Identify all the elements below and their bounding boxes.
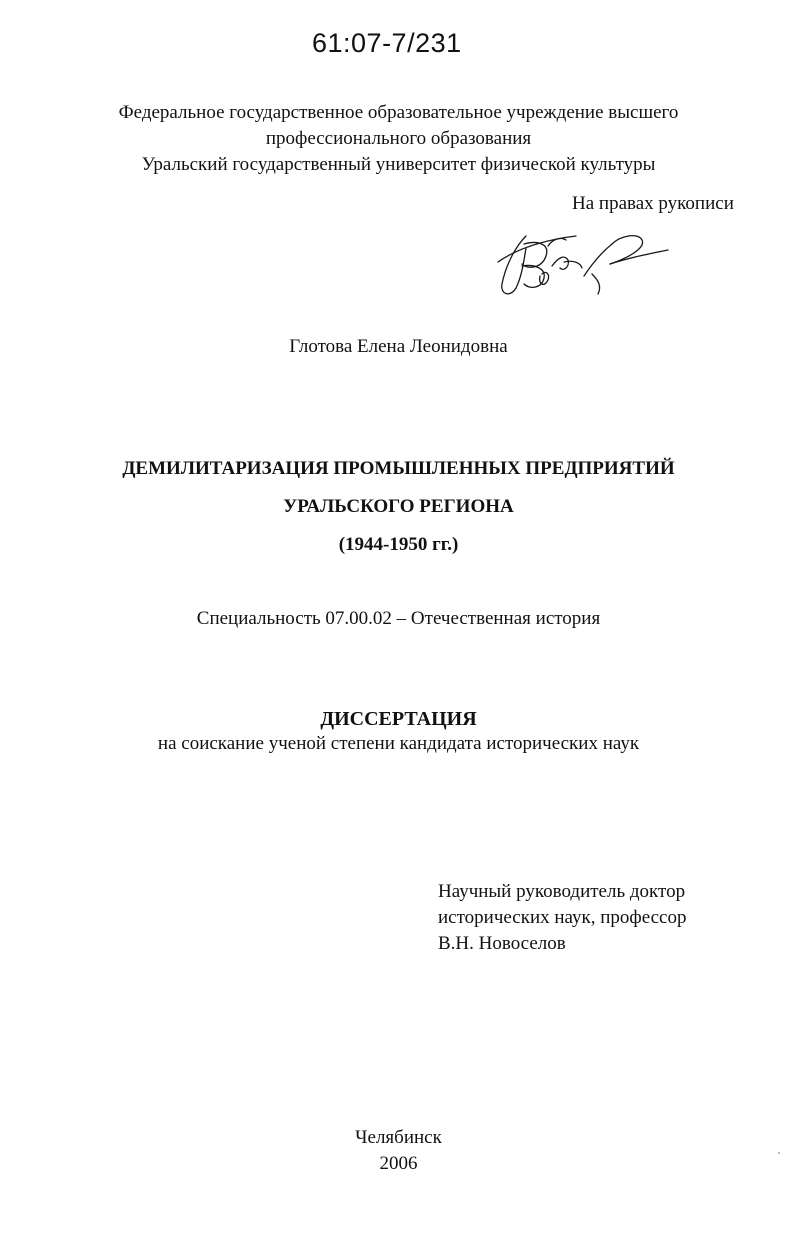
institution-line: Уральский государственный университет физической культуры (141, 154, 656, 175)
specialty: Специальность 07.00.02 – Отечественная история (196, 608, 601, 629)
title-line: УРАЛЬСКОГО РЕГИОНА (283, 496, 514, 517)
institution-line: Федеральное государственное образовательное учреждение высшего (118, 102, 679, 123)
manuscript-rights-note: На правах рукописи (572, 193, 734, 214)
institution-line: профессионального образования (265, 128, 532, 149)
title-years: (1944-1950 гг.) (338, 534, 459, 555)
advisor-line: исторических наук, профессор (438, 907, 687, 928)
dissertation-subtitle: на соискание ученой степени кандидата исторических наук (157, 733, 640, 754)
dissertation-heading: ДИССЕРТАЦИЯ (320, 708, 477, 730)
advisor-line: Научный руководитель доктор (438, 881, 686, 902)
year: 2006 (379, 1153, 418, 1174)
scan-speck (778, 1152, 780, 1154)
title-line: ДЕМИЛИТАРИЗАЦИЯ ПРОМЫШЛЕННЫХ ПРЕДПРИЯТИЙ (122, 458, 675, 479)
document-code: 61:07-7/231 (312, 28, 462, 58)
advisor-block (438, 879, 686, 957)
institution-block (0, 100, 797, 178)
city: Челябинск (355, 1127, 442, 1148)
author-name: Глотова Елена Леонидовна (289, 336, 508, 357)
advisor-name: В.Н. Новоселов (438, 933, 566, 954)
signature (488, 214, 673, 304)
dissertation-title (0, 450, 797, 564)
place-and-year (0, 1125, 797, 1177)
